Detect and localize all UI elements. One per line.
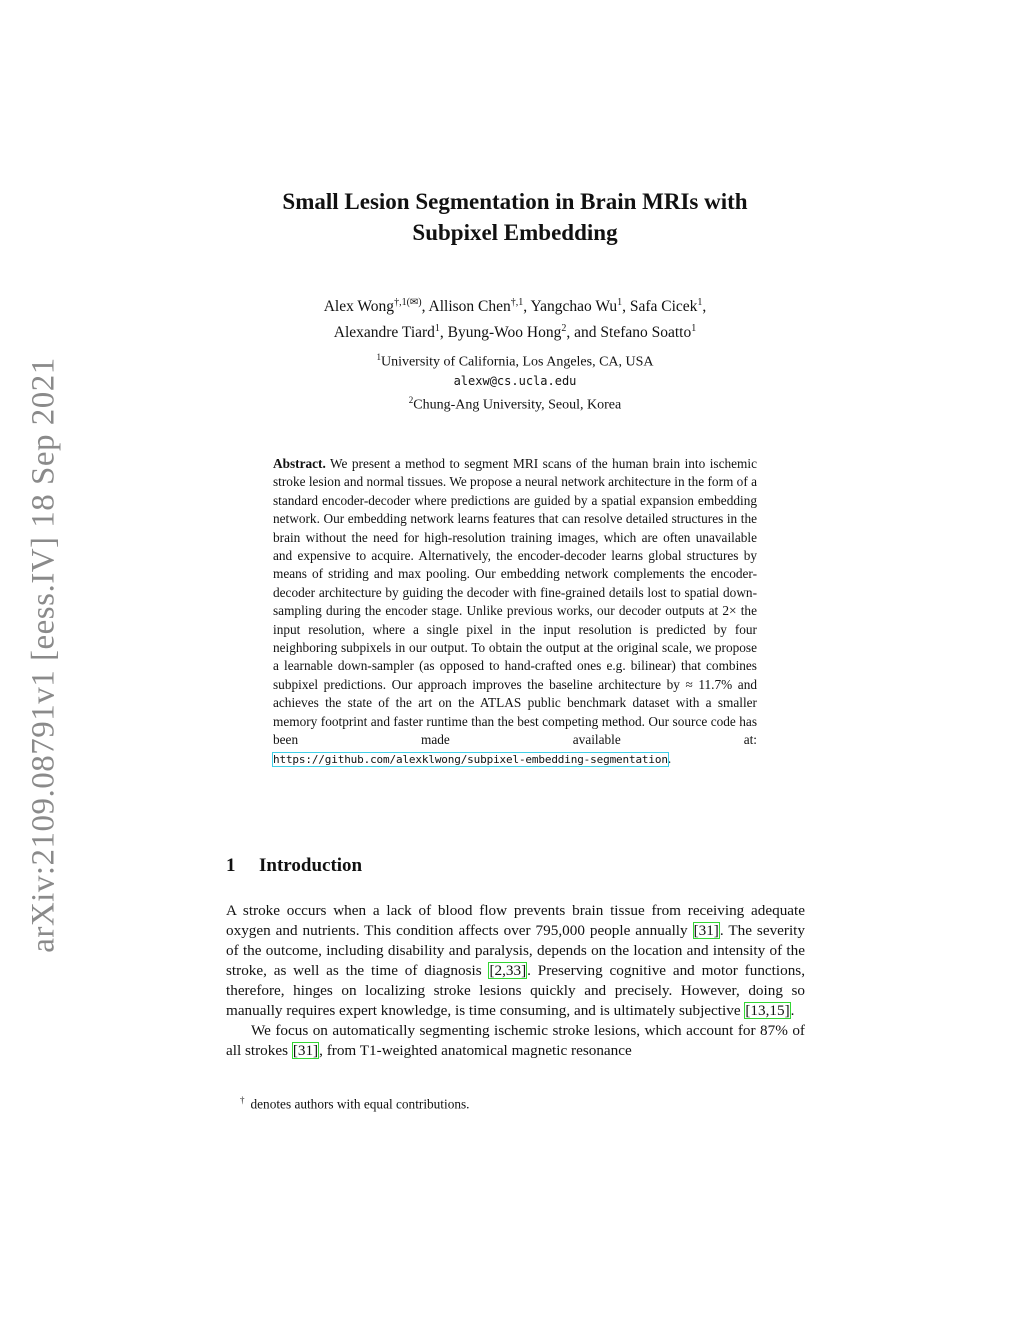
affiliation-1 <box>200 348 830 372</box>
abstract-label: Abstract. <box>273 456 326 471</box>
author-affiliation-mark: 1 <box>434 323 440 335</box>
affiliations <box>200 348 830 414</box>
section-number: 1 <box>226 855 236 876</box>
affiliation-2 <box>200 391 830 415</box>
text-run: We focus on automatically segmenting ischemic stroke lesions, which account for 87% of all strokes <box>226 1022 805 1059</box>
text-run: . Preserving cognitive and motor functions, therefore, hinges on localizing stroke lesions quickly and precisely. However, doing so manually requires expert knowledge, is time consuming, and is ultimately subjective <box>226 962 805 1019</box>
affiliation-mark: 2 <box>408 394 414 405</box>
author-name: Yangchao Wu <box>530 298 618 316</box>
author-affiliation-mark: 1 <box>617 297 623 308</box>
footnote-mark: † <box>240 1095 245 1105</box>
abstract-end: . <box>667 750 672 766</box>
contact-email[interactable] <box>200 372 830 391</box>
paragraph <box>226 901 805 1021</box>
author-name: Byung-Woo Hong <box>447 324 562 342</box>
author-affiliation-mark: 1 <box>697 297 703 308</box>
footnote <box>240 1095 470 1112</box>
citation-link[interactable]: [31] <box>693 922 719 939</box>
footnote-text: denotes authors with equal contributions. <box>250 1096 470 1112</box>
affiliation-mark: 1 <box>376 352 381 362</box>
abstract <box>273 455 757 769</box>
abstract-text: We present a method to segment MRI scans of the human brain into ischemic stroke lesion and normal tissues. We propose a neural network architecture in the form of a standard encoder-decoder where predictions are guided by a spatial expansion embedding network. Our embedding network learns features that can resolve detailed structures in the brain without the need for high-resolution training images, which are often unavailable and expensive to acquire. Alternatively, the encoder-decoder learns global structures by means of striding and max pooling. Our embedding network complements the encoder-decoder architecture by guiding the decoder with fine-grained details lost to spatial down-sampling during the encoder stage. Unlike previous works, our decoder outputs at 2× the input resolution, where a single pixel in the input resolution is predicted by four neighboring subpixels in our output. To obtain the output at the original scale, we propose a learnable down-sampler (as opposed to hand-crafted ones e.g. bilinear) that combines subpixel predictions. Our approach improves the baseline architecture by ≈ 11.7% and achieves the state of the art on the ATLAS public benchmark dataset with a smaller memory footprint and faster runtime than the best competing method. Our source code has been made available at: <box>273 456 757 748</box>
email-text[interactable]: alexw@cs.ucla.edu <box>453 373 577 388</box>
text-run: , from T1-weighted anatomical magnetic resonance <box>319 1042 632 1059</box>
author-affiliation-mark: 1 <box>691 323 697 335</box>
author-name: Stefano Soatto <box>600 324 692 342</box>
arxiv-identifier-stamp: arXiv:2109.08791v1 [eess.IV] 18 Sep 2021 <box>25 357 62 953</box>
title-line-1: Small Lesion Segmentation in Brain MRIs with <box>282 189 748 214</box>
section-heading <box>226 855 362 877</box>
citation-link[interactable]: [2,33] <box>489 962 527 979</box>
author-affiliation-mark: †,1 <box>510 297 524 308</box>
text-run: A stroke occurs when a lack of blood flow prevents brain tissue from receiving adequate oxygen and nutrients. This condition affects over 795,000 people annually <box>226 902 805 939</box>
author-name: Alex Wong <box>323 298 395 316</box>
author-name: Allison Chen <box>428 298 511 316</box>
text-run: . <box>790 1002 795 1019</box>
author-list <box>200 292 830 344</box>
author-conjunction: and <box>574 324 597 342</box>
citation-link[interactable]: [13,15] <box>745 1002 790 1019</box>
author-line-2: Alexandre Tiard$^1$, Byung-Woo Hong$^2$, and Stefano Soatto$^1$ <box>333 323 697 342</box>
author-affiliation-mark: 2 <box>561 323 567 335</box>
title-line-2: Subpixel Embedding <box>412 220 618 245</box>
text-run: . The severity of the outcome, including disability and paralysis, depends on the location and intensity of the stroke, as well as the time of diagnosis <box>226 922 805 979</box>
author-name: Safa Cicek <box>629 298 698 316</box>
affiliation-text: Chung-Ang University, Seoul, Korea <box>413 397 622 413</box>
author-line-1: Alex Wong$^{\dagger,1(✉)}$, Allison Chen$^{\dagger,1}$, Yangchao Wu$^1$, Safa Cicek$^1$, <box>323 297 707 316</box>
author-affiliation-mark: †,1(✉) <box>394 297 422 308</box>
source-code-link[interactable]: https://github.com/alexklwong/subpixel-embedding-segmentation <box>273 752 668 766</box>
affiliation-text: University of California, Los Angeles, CA, USA <box>380 354 654 370</box>
paragraph <box>226 1021 805 1061</box>
introduction-body <box>226 901 805 1061</box>
author-name: Alexandre Tiard <box>333 324 435 342</box>
paper-title <box>200 186 830 248</box>
section-title: Introduction <box>259 855 363 876</box>
citation-link[interactable]: [31] <box>292 1042 319 1059</box>
